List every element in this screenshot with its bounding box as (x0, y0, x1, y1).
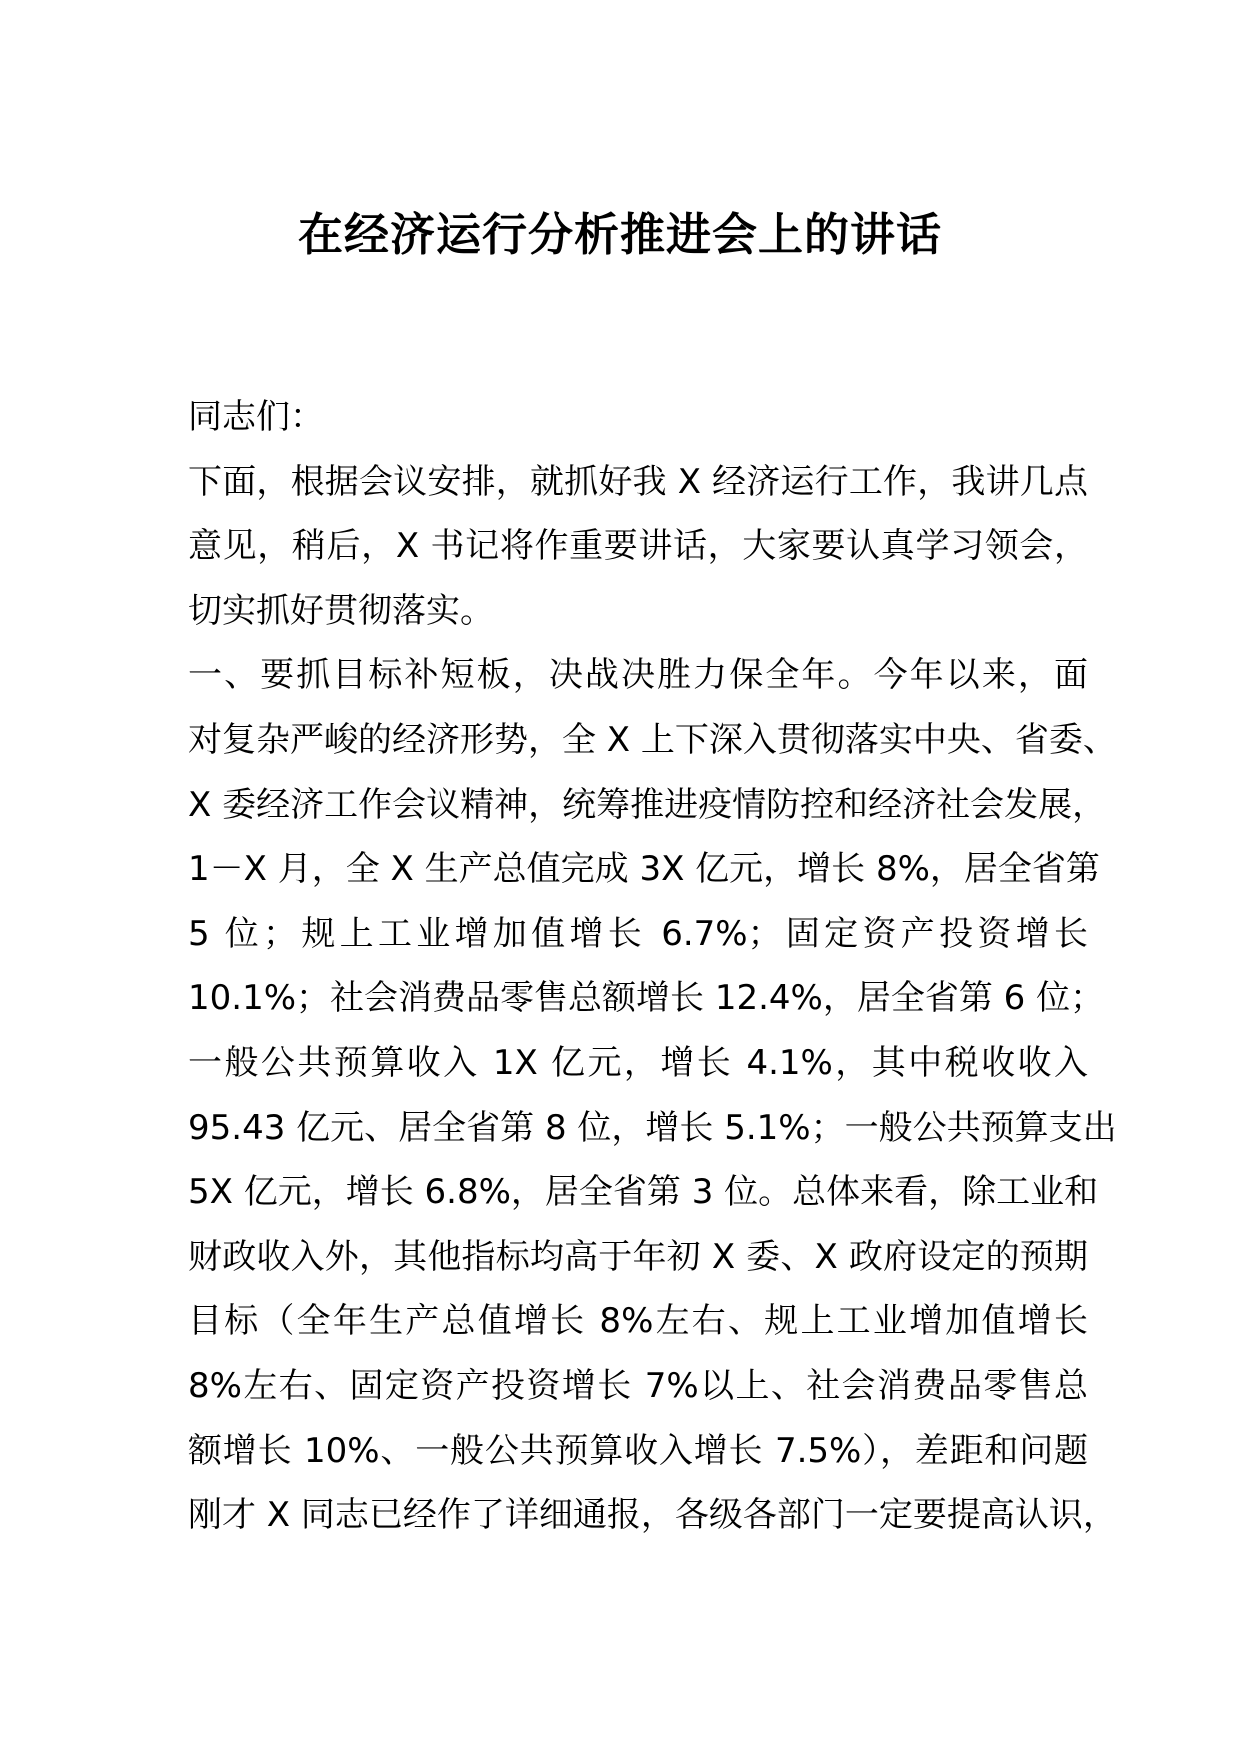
text-line: 下面，根据会议安排，就抓好我 X 经济运行工作，我讲几点 (188, 461, 1088, 502)
text-line: 一般公共预算收入 1X 亿元，增长 4.1%，其中税收收入 (188, 1042, 1088, 1083)
text-line: X 委经济工作会议精神，统筹推进疫情防控和经济社会发展， (188, 784, 1107, 825)
text-line: 对复杂严峻的经济形势，全 X 上下深入贯彻落实中央、省委、 (188, 719, 1117, 760)
text-line: 目标（全年生产总值增长 8%左右、规上工业增加值增长 (188, 1301, 1088, 1342)
text-line: 刚才 X 同志已经作了详细通报，各级各部门一定要提高认识， (188, 1495, 1117, 1536)
text-line: 8%左右、固定资产投资增长 7%以上、社会消费品零售总 (188, 1365, 1088, 1406)
text-line: 切实抓好贯彻落实。 (188, 590, 494, 631)
text-line: 一、要抓目标补短板，决战决胜力保全年。今年以来，面 (188, 655, 1088, 696)
text-line: 5 位；规上工业增加值增长 6.7%；固定资产投资增长 (188, 913, 1088, 954)
text-line: 额增长 10%、一般公共预算收入增长 7.5%），差距和问题 (188, 1430, 1088, 1471)
text-line: 1－X 月，全 X 生产总值完成 3X 亿元，增长 8%，居全省第 (188, 849, 1100, 890)
text-line: 10.1%；社会消费品零售总额增长 12.4%，居全省第 6 位； (188, 978, 1105, 1019)
document-title: 在经济运行分析推进会上的讲话 (297, 208, 942, 261)
text-line: 5X 亿元，增长 6.8%，居全省第 3 位。总体来看，除工业和 (188, 1172, 1099, 1213)
text-line: 95.43 亿元、居全省第 8 位，增长 5.1%；一般公共预算支出 (188, 1107, 1117, 1148)
document-body (188, 385, 1117, 1548)
text-line: 意见，稍后，X 书记将作重要讲话，大家要认真学习领会， (188, 526, 1088, 567)
salutation-line: 同志们： (188, 397, 324, 437)
text-line: 财政收入外，其他指标均高于年初 X 委、X 政府设定的预期 (188, 1236, 1088, 1277)
